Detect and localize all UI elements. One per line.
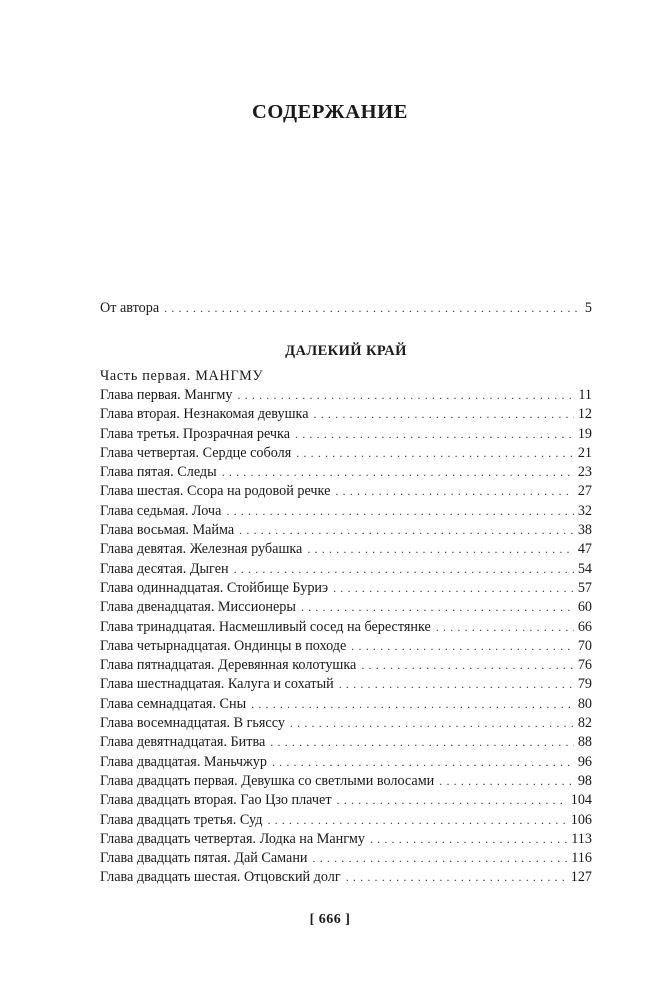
toc-entry[interactable] — [100, 560, 592, 579]
page-number: [ 666 ] — [309, 912, 351, 927]
toc-entry-title: Глава девятая. Железная рубашка — [100, 541, 303, 558]
toc-entry-page: 80 — [577, 695, 592, 712]
toc-leader-dots — [290, 714, 574, 733]
toc-entry-page: 70 — [577, 637, 592, 654]
toc-leader-dots — [239, 521, 574, 540]
toc-entry-title: Глава двадцать четвертая. Лодка на Мангму — [100, 830, 365, 847]
toc-entry-title: Глава семнадцатая. Сны — [100, 695, 247, 712]
toc-leader-dots — [361, 656, 574, 675]
toc-entry[interactable] — [100, 791, 592, 810]
toc-entry[interactable] — [100, 482, 592, 501]
toc-entry[interactable] — [100, 540, 592, 559]
toc-entry-title: Глава седьмая. Лоча — [100, 502, 222, 519]
toc-entry[interactable] — [100, 405, 592, 424]
toc-entry[interactable] — [100, 637, 592, 656]
toc-leader-dots — [339, 675, 574, 694]
toc-leader-dots — [335, 482, 573, 501]
toc-entry-page: 60 — [577, 599, 592, 616]
toc-leader-dots — [295, 425, 574, 444]
toc-entry-title: Глава шестая. Ссора на родовой речке — [100, 483, 331, 500]
toc-entry[interactable] — [100, 868, 592, 887]
toc-leader-dots — [436, 618, 574, 637]
toc-leader-dots — [164, 296, 578, 320]
toc-entry-page: 47 — [577, 541, 592, 558]
toc-entry-page: 88 — [577, 734, 592, 751]
toc-entry-title: Глава двадцать третья. Суд — [100, 811, 263, 828]
toc-entry-title: Глава тринадцатая. Насмешливый сосед на берестянке — [100, 618, 431, 635]
toc-entry-title: Глава шестнадцатая. Калуга и сохатый — [100, 676, 334, 693]
toc-entry-title: Глава двадцать вторая. Гао Цзо плачет — [100, 792, 332, 809]
toc-leader-dots — [296, 444, 574, 463]
toc-entry[interactable] — [100, 695, 592, 714]
toc-entry[interactable] — [100, 444, 592, 463]
toc-leader-dots — [307, 540, 573, 559]
toc-entry-title: Глава девятнадцатая. Битва — [100, 734, 266, 751]
toc-entry-page: 19 — [577, 425, 592, 442]
toc-entry-page: 66 — [577, 618, 592, 635]
toc-entry-title: Глава третья. Прозрачная речка — [100, 425, 291, 442]
toc-entry-page: 104 — [570, 792, 592, 809]
toc-entry-title: Глава восьмая. Майма — [100, 522, 235, 539]
toc-entry-title: Глава двадцатая. Маньчжур — [100, 753, 267, 770]
toc-entry[interactable] — [100, 714, 592, 733]
toc-leader-dots — [346, 868, 567, 887]
toc-entry-title: От автора — [100, 300, 160, 316]
toc-leader-dots — [439, 772, 574, 791]
toc-leader-dots — [251, 695, 574, 714]
toc-entry[interactable] — [100, 675, 592, 694]
toc-entry-title: Глава четвертая. Сердце соболя — [100, 444, 292, 461]
toc-entry-page: 98 — [577, 772, 592, 789]
toc-entry-page: 57 — [577, 579, 592, 596]
toc-leader-dots — [337, 791, 567, 810]
toc-entry[interactable] — [100, 425, 592, 444]
toc-entry-title: Глава двадцать шестая. Отцовский долг — [100, 869, 341, 886]
toc-entry-title: Глава пятнадцатая. Деревянная колотушка — [100, 657, 357, 674]
toc-entry-title: Глава двенадцатая. Миссионеры — [100, 599, 296, 616]
toc-entry[interactable] — [100, 811, 592, 830]
toc-entry[interactable] — [100, 830, 592, 849]
toc-leader-dots — [222, 463, 574, 482]
toc-leader-dots — [238, 386, 575, 405]
toc-entry-page: 96 — [577, 753, 592, 770]
toc-entry-title: Глава восемнадцатая. В гьяссу — [100, 715, 285, 732]
toc-entry-page: 5 — [584, 300, 592, 316]
toc-leader-dots — [270, 733, 574, 752]
toc-leader-dots — [333, 579, 574, 598]
toc-leader-dots — [351, 637, 574, 656]
page-title: СОДЕРЖАНИЕ — [252, 101, 408, 123]
toc-entry[interactable] — [100, 753, 592, 772]
section-title: ДАЛЕКИЙ КРАЙ — [285, 343, 407, 359]
toc-entry[interactable] — [100, 618, 592, 637]
toc-entry-page: 38 — [577, 522, 592, 539]
toc-entry[interactable] — [100, 598, 592, 617]
toc-leader-dots — [234, 560, 574, 579]
toc-entry-title: Глава первая. Мангму — [100, 387, 233, 403]
toc-leader-dots — [314, 405, 574, 424]
toc-leader-dots — [267, 811, 566, 830]
toc-entry-page: 21 — [577, 444, 592, 461]
toc-entry[interactable] — [100, 502, 592, 521]
toc-entry[interactable] — [100, 772, 592, 791]
toc-entry-title: Глава двадцать пятая. Дай Самани — [100, 850, 308, 867]
toc-entry[interactable] — [100, 386, 592, 405]
toc-entry-page: 32 — [577, 502, 592, 519]
chapter-list — [100, 386, 592, 888]
toc-entry-title: Глава десятая. Дыген — [100, 560, 229, 577]
toc-entry-page: 127 — [570, 869, 592, 886]
toc-entry[interactable] — [100, 579, 592, 598]
toc-entry-page: 82 — [577, 715, 592, 732]
toc-entry-page: 27 — [577, 483, 592, 500]
toc-entry-title: Глава двадцать первая. Девушка со светлыми волосами — [100, 772, 435, 789]
toc-leader-dots — [272, 753, 574, 772]
toc-entry-page: 79 — [577, 676, 592, 693]
toc-entry-page: 11 — [578, 387, 592, 403]
toc-entry-page: 54 — [577, 560, 592, 577]
toc-entry-title: Глава четырнадцатая. Ондинцы в походе — [100, 637, 347, 654]
toc-entry[interactable] — [100, 733, 592, 752]
toc-leader-dots — [370, 830, 567, 849]
toc-entry-page: 12 — [577, 406, 592, 423]
toc-entry-title: Глава вторая. Незнакомая девушка — [100, 406, 309, 423]
toc-entry-page: 23 — [577, 464, 592, 481]
toc-leader-dots — [226, 502, 573, 521]
part-title: Часть первая. МАНГМУ — [100, 368, 264, 384]
toc-entry[interactable] — [100, 849, 592, 868]
toc-entry[interactable] — [100, 463, 592, 482]
toc-entry-page: 113 — [571, 830, 592, 847]
toc-entry-page: 116 — [571, 850, 592, 867]
toc-entry-page: 76 — [577, 657, 592, 674]
toc-leader-dots — [301, 598, 574, 617]
toc-entry[interactable] — [100, 521, 592, 540]
toc-entry[interactable] — [100, 656, 592, 675]
toc-entry-title: Глава одиннадцатая. Стойбище Буриэ — [100, 579, 329, 596]
toc-entry-page: 106 — [570, 811, 592, 828]
toc-leader-dots — [313, 849, 568, 868]
toc-entry-author[interactable] — [100, 296, 592, 320]
table-of-contents — [100, 296, 592, 888]
toc-entry-title: Глава пятая. Следы — [100, 464, 217, 481]
